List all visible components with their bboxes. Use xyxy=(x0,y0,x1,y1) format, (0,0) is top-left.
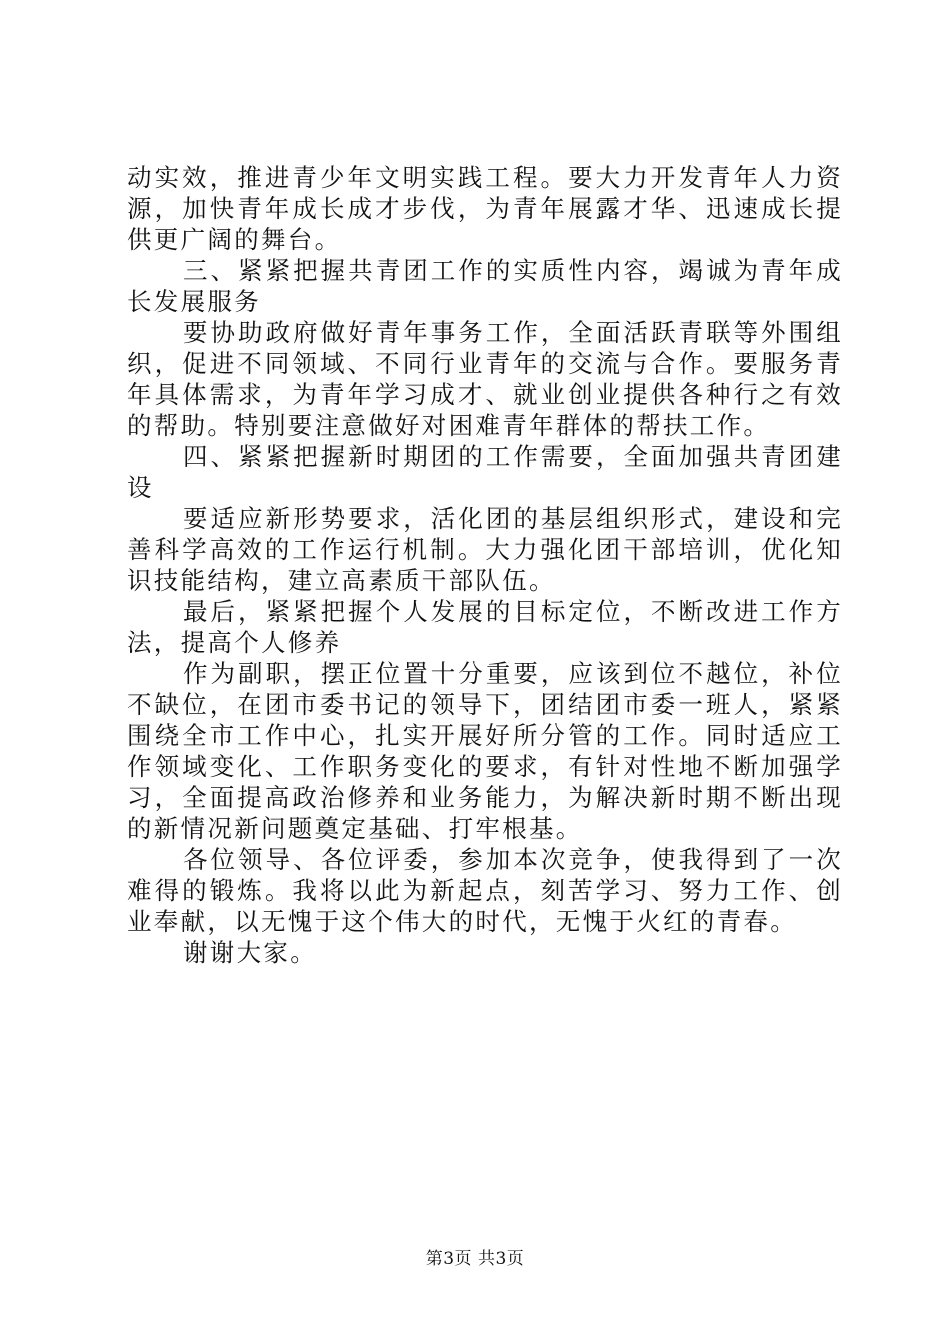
closing-thanks: 谢谢大家。 xyxy=(183,938,317,967)
document-body xyxy=(127,162,843,968)
page-footer xyxy=(0,1244,950,1269)
paragraph-5: 各位领导、各位评委，参加本次竞争，使我得到了一次难得的锻炼。我将以此为新起点，刻苦学习、努力工作、创业奉献，以无愧于这个伟大的时代，无愧于火红的青春。 xyxy=(127,845,843,936)
section-heading-4: 四、紧紧把握新时期团的工作需要，全面加强共青团建设 xyxy=(127,442,843,502)
paragraph-4: 作为副职，摆正位置十分重要，应该到位不越位，补位不缺位，在团市委书记的领导下，团结团市委一班人，紧紧围绕全市工作中心，扎实开展好所分管的工作。同时适应工作领域变化、工作职务变化的要求，有针对性地不断加强学习，全面提高政治修养和业务能力，为解决新时期不断出现的新情况新问题奠定基础、打牢根基。 xyxy=(127,659,843,843)
paragraph-2: 要协助政府做好青年事务工作，全面活跃青联等外围组织，促进不同领域、不同行业青年的交流与合作。要服务青年具体需求，为青年学习成才、就业创业提供各种行之有效的帮助。特别要注意做好对困难青年群体的帮扶工作。 xyxy=(127,318,843,440)
paragraph-1: 动实效，推进青少年文明实践工程。要大力开发青年人力资源，加快青年成长成才步伐，为青年展露才华、迅速成长提供更广阔的舞台。 xyxy=(127,163,843,254)
section-heading-final: 最后，紧紧把握个人发展的目标定位，不断改进工作方法，提高个人修养 xyxy=(127,597,843,657)
section-heading-3: 三、紧紧把握共青团工作的实质性内容，竭诚为青年成长发展服务 xyxy=(127,256,843,316)
paragraph-3: 要适应新形势要求，活化团的基层组织形式，建设和完善科学高效的工作运行机制。大力强化团干部培训，优化知识技能结构，建立高素质干部队伍。 xyxy=(127,504,843,595)
page-number: 第3页 共3页 xyxy=(425,1249,525,1269)
